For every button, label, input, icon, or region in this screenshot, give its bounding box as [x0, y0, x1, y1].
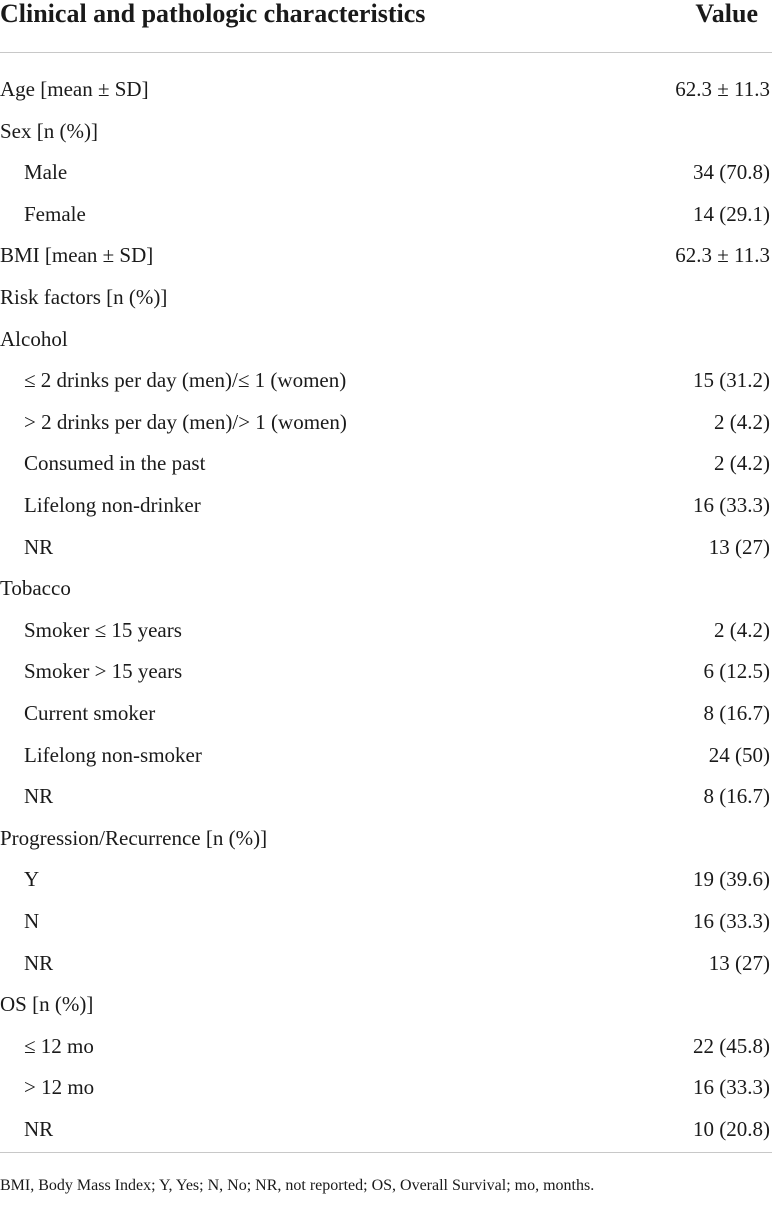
- table-row: [0, 657, 772, 699]
- row-value: 19 (39.6): [693, 867, 770, 892]
- row-value: 34 (70.8): [693, 160, 770, 185]
- table-row: [0, 491, 772, 533]
- row-label: NR: [24, 950, 54, 975]
- row-label: Consumed in the past: [24, 451, 206, 476]
- row-label: Risk factors [n (%)]: [0, 285, 168, 309]
- row-label: Smoker ≤ 15 years: [24, 617, 182, 642]
- row-value: 22 (45.8): [693, 1033, 770, 1058]
- row-label: Age [mean ± SD]: [0, 77, 149, 101]
- row-value: 8 (16.7): [703, 784, 770, 809]
- row-label: > 2 drinks per day (men)/> 1 (women): [24, 409, 347, 434]
- table-row: [0, 158, 772, 200]
- row-label: Smoker > 15 years: [24, 659, 183, 684]
- row-label: NR: [24, 534, 54, 559]
- row-label: N: [24, 909, 40, 933]
- row-label: NR: [24, 1117, 54, 1141]
- table-row: [0, 533, 772, 575]
- table-row: [0, 782, 772, 824]
- table-row: [0, 907, 772, 949]
- row-value: 24 (50): [708, 742, 770, 767]
- row-value: 10 (20.8): [693, 1117, 770, 1141]
- column-header-characteristics: Clinical and pathologic characteristics: [0, 0, 426, 28]
- row-label: Lifelong non-drinker: [24, 493, 201, 517]
- table-row: [0, 949, 772, 991]
- table-row: [0, 200, 772, 242]
- row-label: > 12 mo: [24, 1075, 95, 1100]
- table-row: [0, 75, 772, 117]
- table-row: [0, 408, 772, 450]
- row-value: 16 (33.3): [693, 909, 770, 933]
- row-label: BMI [mean ± SD]: [0, 243, 154, 268]
- table-row: [0, 1032, 772, 1074]
- row-value: 16 (33.3): [693, 1075, 770, 1100]
- table-row: [0, 449, 772, 491]
- table-row: [0, 117, 772, 159]
- row-label: Progression/Recurrence [n (%)]: [0, 825, 268, 850]
- row-value: 62.3 ± 11.3: [675, 243, 770, 268]
- row-value: 2 (4.2): [714, 617, 770, 642]
- table-row: [0, 865, 772, 907]
- footer-divider: [0, 1152, 772, 1153]
- table-row: [0, 325, 772, 367]
- row-label: Tobacco: [0, 576, 71, 601]
- row-label: Male: [24, 160, 68, 185]
- table-row: [0, 1073, 772, 1115]
- table-footnote: BMI, Body Mass Index; Y, Yes; N, No; NR, not reported; OS, Overall Survival; mo, months.: [0, 1177, 595, 1194]
- row-value: 2 (4.2): [714, 409, 770, 434]
- column-header-value: Value: [695, 0, 758, 28]
- row-label: Sex [n (%)]: [0, 118, 98, 143]
- row-value: 13 (27): [708, 950, 770, 975]
- row-label: Female: [24, 201, 86, 226]
- table-row: [0, 241, 772, 283]
- table-row: [0, 741, 772, 783]
- row-value: 2 (4.2): [714, 451, 770, 476]
- row-label: Y: [24, 867, 40, 892]
- table-header: [0, 0, 772, 50]
- row-label: Current smoker: [24, 701, 156, 725]
- table-row: [0, 1115, 772, 1157]
- row-label: Lifelong non-smoker: [24, 742, 202, 767]
- table-row: [0, 824, 772, 866]
- row-label: Alcohol: [0, 326, 68, 351]
- row-value: 15 (31.2): [693, 368, 770, 393]
- row-label: ≤ 2 drinks per day (men)/≤ 1 (women): [24, 368, 347, 393]
- row-label: OS [n (%)]: [0, 992, 94, 1017]
- table-row: [0, 366, 772, 408]
- row-value: 62.3 ± 11.3: [675, 77, 770, 101]
- row-value: 14 (29.1): [693, 201, 770, 226]
- table-row: [0, 574, 772, 616]
- row-value: 16 (33.3): [693, 493, 770, 517]
- row-label: ≤ 12 mo: [24, 1033, 94, 1058]
- header-divider: [0, 52, 772, 53]
- row-label: NR: [24, 784, 54, 809]
- row-value: 6 (12.5): [703, 659, 770, 684]
- table-row: [0, 283, 772, 325]
- row-value: 8 (16.7): [703, 701, 770, 725]
- table-row: [0, 616, 772, 658]
- table-row: [0, 699, 772, 741]
- table-row: [0, 990, 772, 1032]
- row-value: 13 (27): [708, 534, 770, 559]
